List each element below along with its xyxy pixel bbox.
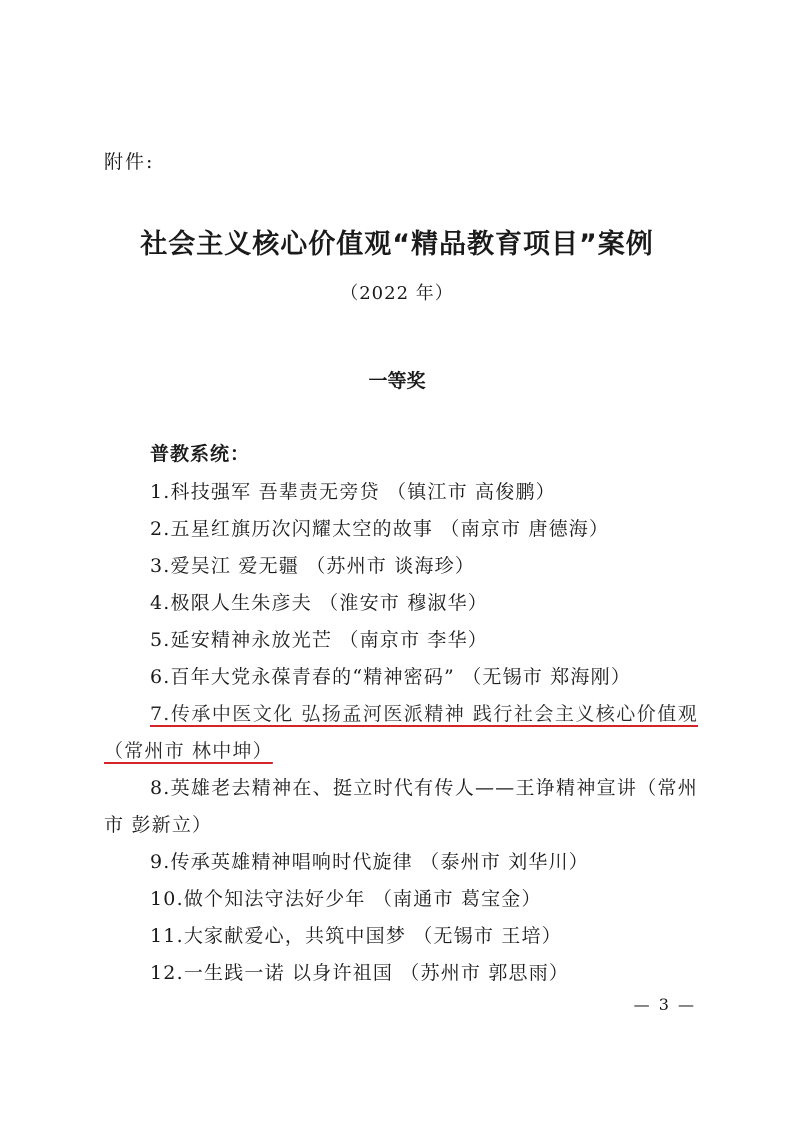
section-label: 普教系统： xyxy=(150,443,251,465)
page-number: — 3 — xyxy=(633,995,696,1014)
award-item-7-highlighted xyxy=(104,696,698,770)
attachment-label: 附件: xyxy=(104,151,155,173)
award-item-11: 11.大家献爱心，共筑中国梦 （无锡市 王培） xyxy=(150,925,562,947)
award-item-4: 4.极限人生朱彦夫 （淮安市 穆淑华） xyxy=(150,592,489,614)
award-item-3: 3.爱吴江 爱无疆 （苏州市 谈海珍） xyxy=(150,555,476,577)
prize-level-heading: 一等奖 xyxy=(368,370,426,392)
award-list xyxy=(104,474,698,992)
award-item-10: 10.做个知法守法好少年 （南通市 葛宝金） xyxy=(150,888,542,910)
document-title: 社会主义核心价值观“精品教育项目”案例 xyxy=(140,229,654,260)
award-item-9: 9.传承英雄精神唱响时代旋律 （泰州市 刘华川） xyxy=(150,851,590,873)
award-item-12: 12.一生践一诺 以身许祖国 （苏州市 郭思雨） xyxy=(150,962,570,984)
award-item-1: 1.科技强军 吾辈责无旁贷 （镇江市 高俊鹏） xyxy=(150,481,556,503)
highlighted-text: 7.传承中医文化 弘扬孟河医派精神 践行社会主义核心价值观 （常州市 林中坤） xyxy=(104,703,698,762)
award-item-2: 2.五星红旗历次闪耀太空的故事 （南京市 唐德海） xyxy=(150,518,610,540)
award-item-5: 5.延安精神永放光芒 （南京市 李华） xyxy=(150,629,489,651)
award-item-8: 8.英雄老去精神在、挺立时代有传人——王诤精神宣讲（常州市 彭新立） xyxy=(104,777,698,836)
document-year: （2022 年） xyxy=(340,283,454,304)
award-item-6: 6.百年大党永葆青春的“精神密码” （无锡市 郑海刚） xyxy=(150,666,632,688)
